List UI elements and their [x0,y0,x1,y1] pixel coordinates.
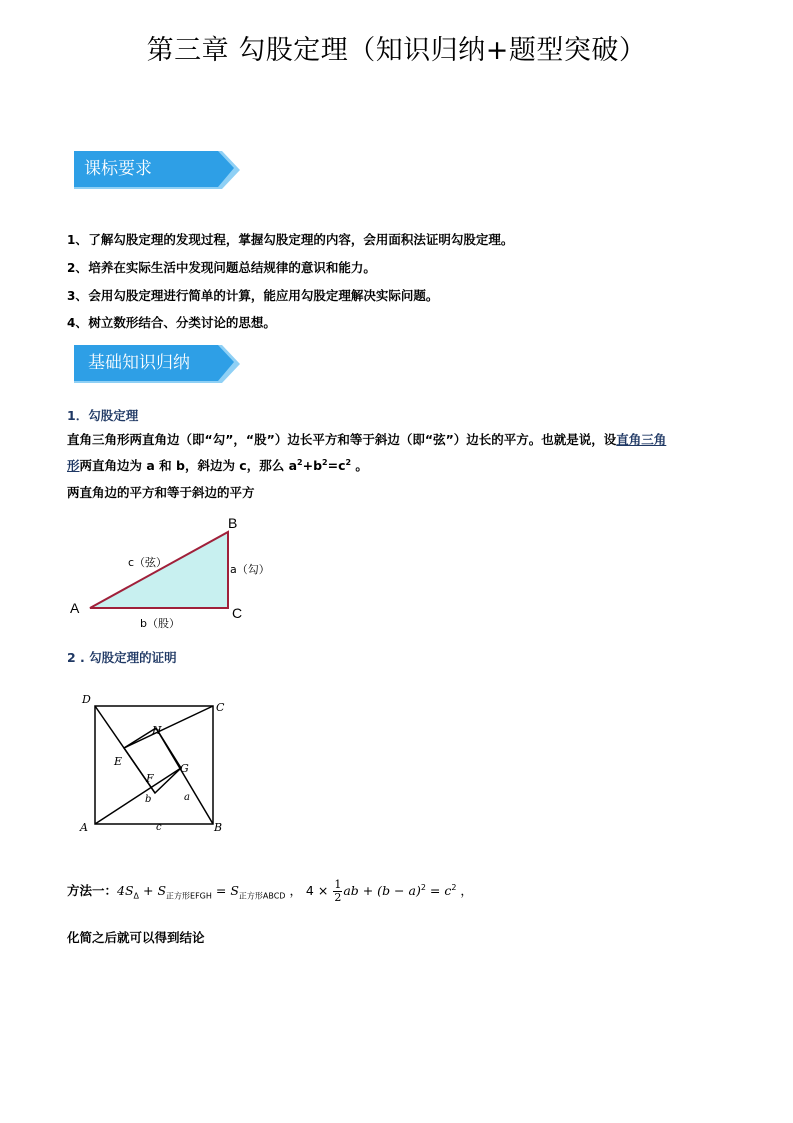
list-item: 4、树立数形结合、分类讨论的思想。 [67,315,276,330]
section-banner-curriculum [74,151,244,189]
definition-line-2: 形两直角边为 a 和 b，斜边为 c，那么 $a^2+b^2=c^2$ 。 [67,457,368,473]
list-item: 3、会用勾股定理进行简单的计算，能应用勾股定理解决实际问题。 [67,288,439,303]
caption: 两直角边的平方和等于斜边的平方 [67,485,255,500]
segment-c-e [124,706,213,748]
section-banner-basics [74,345,244,383]
label-g: G [180,762,189,775]
segment-a-g [95,768,181,824]
label-b: B [214,821,223,834]
label-a-segment: a [184,792,190,803]
vertex-label-b: B [228,515,238,531]
formula-method-one: 方法一：$4S_\Delta + S_{正方形EFGH} = S_{正方形ABCD}$ ， 4 × $\frac{1}{2}$ ab + $(b - a)^2 = c^2$ ， [67,878,473,904]
list-item: 1、了解勾股定理的发现过程，掌握勾股定理的内容，会用面积法证明勾股定理。 [67,232,514,247]
leg-b-label: b（股） [140,617,180,630]
label-h: H [152,724,162,737]
definition-line-1: 直角三角形两直角边（即“勾”，“股”）边长平方和等于斜边（即“弦”）边长的平方。也就是说，设直角三角 [67,432,667,447]
page-title: 第三章 勾股定理（知识归纳+题型突破） [146,35,647,66]
term-link[interactable]: 直角三角 [616,432,667,447]
section-label: 基础知识归纳 [88,353,190,373]
triangle-shape [90,532,228,608]
square-proof-diagram [74,688,234,838]
label-e: E [114,755,123,768]
leg-a-label: a（勾） [230,563,270,576]
conclusion-text: 化简之后就可以得到结论 [67,930,205,945]
vertex-label-a: A [70,600,80,616]
subheading-theorem: 1．勾股定理 [67,408,139,423]
label-d: D [82,693,91,706]
list-item: 2、培养在实际生活中发现问题总结规律的意识和能力。 [67,260,376,275]
vertex-label-c: C [232,605,243,621]
section-label: 课标要求 [84,159,152,179]
subheading-proof: 2 . 勾股定理的证明 [67,650,177,665]
label-c-side: c [156,822,162,833]
term-link[interactable]: 形 [67,458,80,473]
label-c: C [216,701,225,714]
fraction-one-half: $\frac{1}{2}$ [334,878,342,904]
label-a: A [80,821,88,834]
label-f: F [146,772,154,785]
hypotenuse-label: c（弦） [128,556,168,569]
label-b-segment: b [145,794,152,805]
right-triangle-diagram [60,510,290,638]
